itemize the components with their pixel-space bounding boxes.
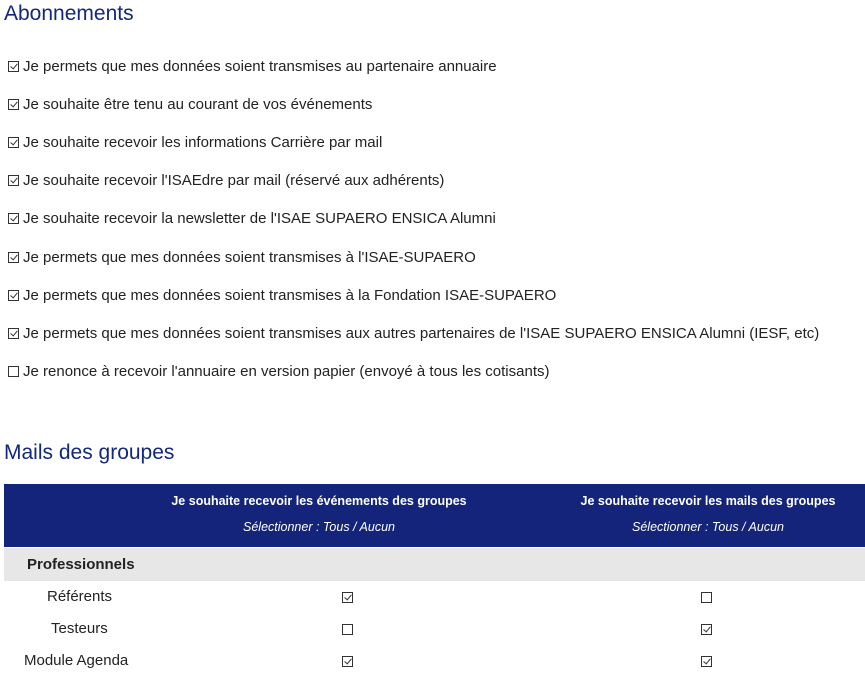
- checkbox-icon[interactable]: [8, 290, 19, 301]
- subscription-label: Je souhaite recevoir les informations Carrière par mail: [23, 133, 383, 151]
- col-events-header: [149, 484, 489, 534]
- subscription-item[interactable]: [8, 85, 819, 123]
- checkbox-icon[interactable]: [8, 175, 19, 186]
- select-separator: /: [349, 520, 360, 534]
- group-section-row: [4, 548, 865, 581]
- subscription-label: Je permets que mes données soient transmises au partenaire annuaire: [23, 57, 497, 75]
- groups-title: Mails des groupes: [4, 441, 175, 464]
- subscription-label: Je permets que mes données soient transmises aux autres partenaires de l'ISAE SUPAERO ENSICA Alumni (IESF, etc): [23, 324, 820, 342]
- checkbox-icon[interactable]: [8, 252, 19, 263]
- select-prefix: Sélectionner :: [243, 520, 323, 534]
- checkbox-icon[interactable]: [8, 213, 19, 224]
- subscriptions-title: Abonnements: [4, 2, 134, 25]
- subscription-item[interactable]: [8, 353, 819, 391]
- group-section-label: Professionnels: [27, 556, 135, 573]
- checkbox-icon[interactable]: [8, 61, 19, 72]
- checkbox-icon[interactable]: [8, 328, 19, 339]
- subscription-item[interactable]: [8, 314, 819, 352]
- checkbox-icon[interactable]: [8, 137, 19, 148]
- select-prefix: Sélectionner :: [632, 520, 712, 534]
- checkbox-icon[interactable]: [701, 592, 712, 603]
- subscription-item[interactable]: [8, 47, 819, 85]
- col-mails-select: [538, 520, 865, 534]
- select-separator: /: [738, 520, 749, 534]
- group-name: Testeurs: [51, 620, 108, 637]
- table-header: [4, 484, 865, 547]
- checkbox-icon[interactable]: [342, 656, 353, 667]
- subscription-item[interactable]: [8, 238, 819, 276]
- group-name: Référents: [47, 588, 113, 605]
- subscription-item[interactable]: [8, 162, 819, 200]
- subscription-item[interactable]: [8, 200, 819, 238]
- subscription-label: Je souhaite être tenu au courant de vos événements: [23, 95, 373, 113]
- subscription-label: Je souhaite recevoir l'ISAEdre par mail (réservé aux adhérents): [23, 172, 445, 190]
- checkbox-icon[interactable]: [342, 592, 353, 603]
- checkbox-icon[interactable]: [8, 366, 19, 377]
- subscription-label: Je souhaite recevoir la newsletter de l'ISAE SUPAERO ENSICA Alumni: [23, 210, 496, 228]
- select-none-mails-link[interactable]: Aucun: [748, 520, 784, 534]
- select-none-events-link[interactable]: Aucun: [359, 520, 395, 534]
- col-events-title: Je souhaite recevoir les événements des groupes: [171, 494, 467, 508]
- subscriptions-list: [8, 47, 819, 391]
- checkbox-icon[interactable]: [701, 656, 712, 667]
- checkbox-icon[interactable]: [342, 624, 353, 635]
- col-events-select: [149, 520, 489, 534]
- col-mails-title: Je souhaite recevoir les mails des groupes: [580, 494, 836, 508]
- groups-table: [4, 484, 865, 677]
- table-row: [4, 645, 865, 677]
- col-mails-header: [538, 484, 865, 534]
- subscription-item[interactable]: [8, 123, 819, 161]
- subscription-label: Je renonce à recevoir l'annuaire en version papier (envoyé à tous les cotisants): [23, 363, 550, 381]
- checkbox-icon[interactable]: [701, 624, 712, 635]
- select-all-mails-link[interactable]: Tous: [711, 520, 739, 534]
- subscription-label: Je permets que mes données soient transmises à l'ISAE-SUPAERO: [23, 248, 476, 266]
- table-row: [4, 613, 865, 645]
- group-name: Module Agenda: [24, 652, 129, 669]
- subscription-label: Je permets que mes données soient transmises à la Fondation ISAE-SUPAERO: [23, 286, 557, 304]
- select-all-events-link[interactable]: Tous: [322, 520, 350, 534]
- table-row: [4, 581, 865, 613]
- subscription-item[interactable]: [8, 276, 819, 314]
- checkbox-icon[interactable]: [8, 99, 19, 110]
